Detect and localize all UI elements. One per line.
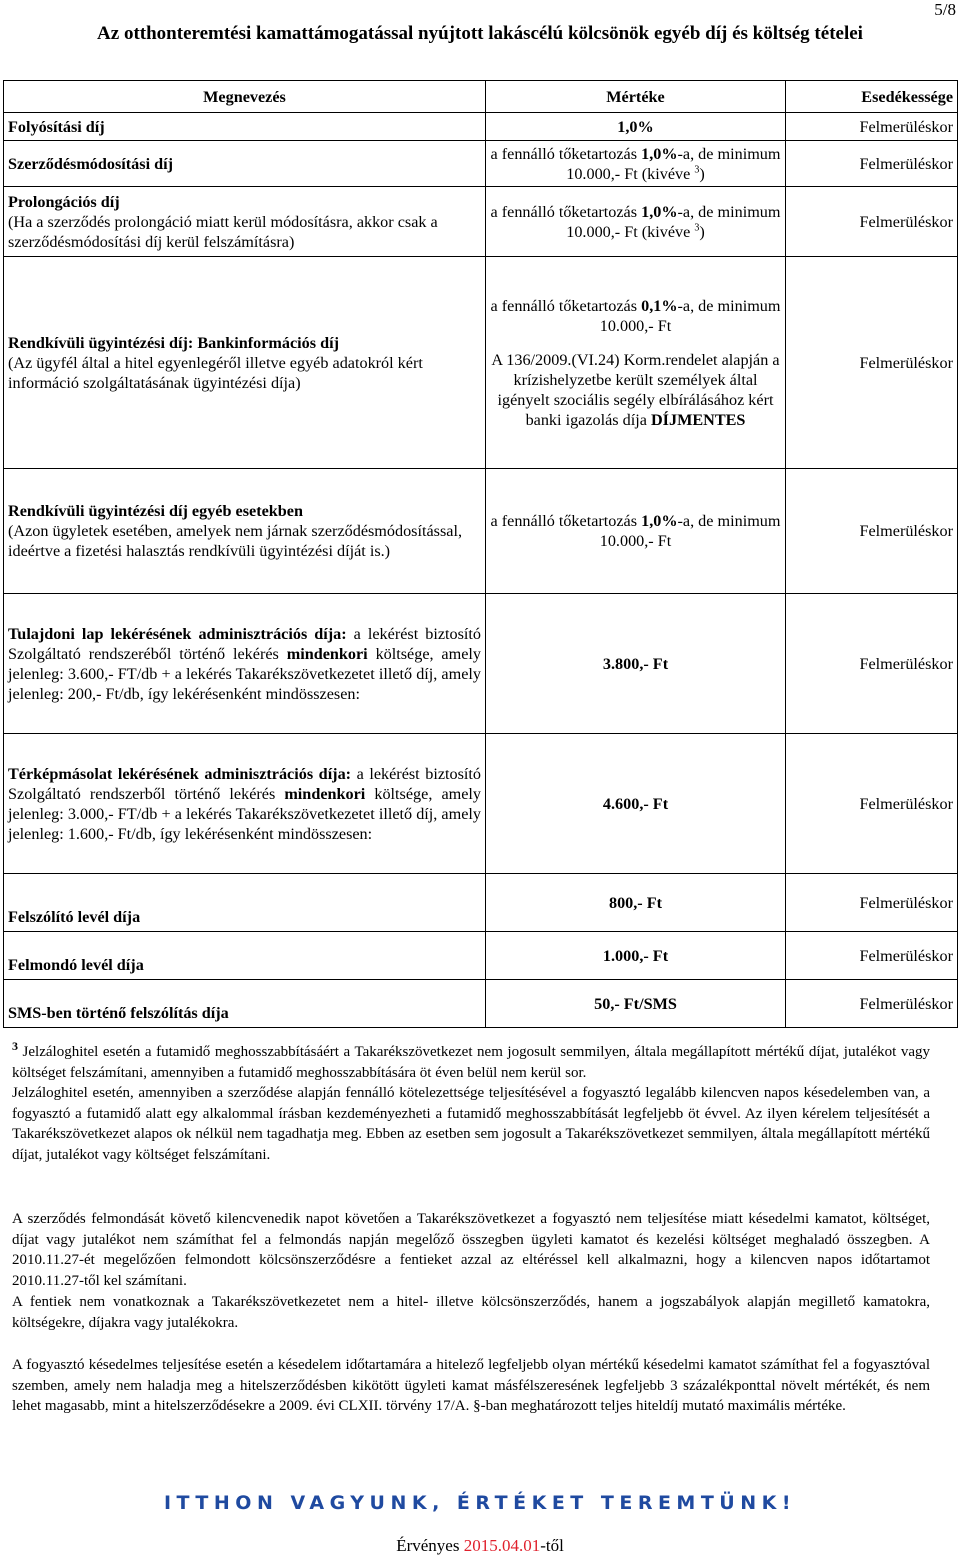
row-due: Felmerüléskor: [786, 141, 958, 187]
row-due: Felmerüléskor: [786, 257, 958, 469]
row-name-detail: a lekérést biztosító Szolgáltató rendszeréből történő lekérés: [8, 624, 481, 663]
rate-exemption: [490, 350, 781, 430]
footnote-number: 3: [12, 1039, 18, 1053]
rate-percent: 1,0%: [641, 202, 678, 221]
validity-suffix: -től: [540, 1536, 564, 1555]
row-due: Felmerüléskor: [786, 594, 958, 734]
row-due: Felmerüléskor: [786, 187, 958, 257]
rate-text: -a, de minimum 10.000,- Ft (kivéve: [566, 144, 781, 183]
row-name-emph: mindenkori: [284, 784, 366, 803]
row-due: Felmerüléskor: [786, 980, 958, 1028]
row-rate: 3.800,- Ft: [486, 594, 786, 734]
row-rate: [486, 257, 786, 469]
footnote-ref: 3: [694, 222, 700, 234]
row-rate: 4.600,- Ft: [486, 734, 786, 874]
row-due: Felmerüléskor: [786, 469, 958, 594]
rate-percent: 1,0%: [641, 144, 678, 163]
rate-text: a fennálló tőketartozás: [490, 512, 642, 530]
footnote-paragraph: [12, 1039, 930, 1083]
rate-text: -a, de minimum 10.000,- Ft: [599, 512, 781, 550]
row-rate: [486, 469, 786, 594]
rate-text: ): [699, 222, 705, 241]
table-row: [4, 594, 958, 734]
note-paragraph: A szerződés felmondását követő kilencvenedik napot követően a Takarékszövetkezet a fogyasztó nem teljesítése miatt késedelmi kamatot, költséget, díjat vagy jutalékot nem számíthat fel a felmondás napján megelőző összegben ügyleti kamatot és kezelési költséget meghaladó összegben. A 2010.11.27-ét megelőzően felmondott kölcsönszerződésre a fentieket azzal az eltéréssel kell alkalmazni, hogy a kilencven napos időtartamot 2010.11.27-től kel számítani.: [12, 1211, 930, 1289]
rate-free: DÍJMENTES: [650, 410, 746, 429]
rate-text: a fennálló tőketartozás: [490, 296, 642, 315]
validity-line: [0, 1536, 960, 1556]
row-name: Felmondó levél díja: [4, 932, 486, 980]
header-name: Megnevezés: [4, 81, 486, 113]
header-due: Esedékessége: [786, 81, 958, 113]
rate-percent: 0,1%: [641, 296, 678, 315]
rate-text: a fennálló tőketartozás: [490, 144, 642, 163]
row-name: SMS-ben történő felszólítás díja: [4, 980, 486, 1028]
note-paragraph: A fogyasztó késedelmes teljesítése esetén a késedelem időtartamára a hitelező legfeljebb olyan mértékű késedelmi kamatot számíthat fel a fogyasztóval szemben, amely nem haladja meg a hitelszerződésben kikötött ügyleti kamat másfélszeresének legfeljebb 3 százalékponttal növelt mértékét, és nem lehet magasabb, mint a hitelszerződésekre a 2009. évi CLXII. törvény 17/A. §-ban meghatározott teljes hiteldíj mutató maximális mértéke.: [12, 1357, 930, 1414]
row-rate: 1.000,- Ft: [486, 932, 786, 980]
row-name-bold: Térképmásolat lekérésének adminisztrációs díja:: [8, 764, 352, 783]
rate-text: -a, de minimum 10.000,- Ft: [599, 296, 781, 335]
rate-text: a fennálló tőketartozás: [490, 202, 642, 221]
table-row: [4, 932, 958, 980]
slogan: ITTHON VAGYUNK, ÉRTÉKET TEREMTÜNK!: [163, 1492, 797, 1514]
validity-prefix: Érvényes: [396, 1536, 464, 1555]
row-name-emph: mindenkori: [286, 644, 368, 663]
row-name-detail: a lekérést biztosító Szolgáltató rendszerből történő lekérés: [8, 764, 481, 803]
table-row: [4, 469, 958, 594]
table-row: [4, 113, 958, 141]
row-rate: 1,0%: [486, 113, 786, 141]
row-name-bold: Rendkívüli ügyintézési díj: Bankinformációs díj: [8, 333, 339, 352]
row-rate: [486, 187, 786, 257]
row-name-detail: (Ha a szerződés prolongáció miatt kerül módosításra, akkor csak a szerződésmódosítási díj kerül felszámításra): [8, 212, 438, 251]
row-rate: [486, 141, 786, 187]
table-row: [4, 141, 958, 187]
row-rate: 50,- Ft/SMS: [486, 980, 786, 1028]
row-name-detail: költsége, amely jelenleg: 3.600,- FT/db + a lekérés Takarékszövetkezetet illető díj, amely jelenleg: 200,- Ft/db, így lekérésenként mindösszesen:: [8, 644, 481, 703]
rate-text: -a, de minimum 10.000,- Ft (kivéve: [566, 202, 781, 241]
row-name: [4, 187, 486, 257]
row-due: Felmerüléskor: [786, 932, 958, 980]
table-row: [4, 187, 958, 257]
rate-line: [490, 296, 781, 336]
table-row: [4, 874, 958, 932]
row-name: Szerződésmódosítási díj: [4, 141, 486, 187]
row-name: Felszólító levél díja: [4, 874, 486, 932]
row-name: Folyósítási díj: [4, 113, 486, 141]
table-row: [4, 980, 958, 1028]
footnote-ref: 3: [694, 164, 700, 176]
row-name-bold: Tulajdoni lap lekérésének adminisztrációs díja:: [8, 624, 347, 643]
rate-text: ): [699, 164, 705, 183]
note-paragraph: A fentiek nem vonatkoznak a Takarékszövetkezetet nem a hitel- illetve kölcsönszerződés, hanem a jogszabályok alapján megillető kamatokra, költségekre, díjakra vagy jutalékokra.: [12, 1294, 930, 1331]
row-name-detail: (Az ügyfél által a hitel egyenlegéről illetve egyéb adatokról kért információ szolgáltatásának ügyintézési díja): [8, 353, 423, 392]
row-name: [4, 469, 486, 594]
note-paragraph: Jelzáloghitel esetén, amennyiben a szerződése alapján fennálló kötelezettsége teljesítésével a fogyasztó legalább kilencven napos késedelemben van, a fogyasztó a futamidő alatt egy alkalommal írásban kezdeményezheti a futamidő meghosszabbítását legfeljebb öt évvel. Az ilyen kérelem teljesítését a Takarékszövetkezet alapos ok nélkül nem tagadhatja meg. Ebben az esetben sem jogosult a Takarékszövetkezet semmilyen, általa megállapított mértékű díjat, jutalékot vagy költséget felszámítani.: [12, 1085, 930, 1163]
row-name-detail: költsége, amely jelenleg: 3.000,- FT/db + a lekérés Takarékszövetkezetet illető díj, amely jelenleg: 1.600,- Ft/db, így lekérésenként mindösszesen:: [8, 784, 481, 843]
header-rate: Mértéke: [486, 81, 786, 113]
row-due: Felmerüléskor: [786, 734, 958, 874]
row-rate: 800,- Ft: [486, 874, 786, 932]
footnote-text: Jelzáloghitel esetén a futamidő meghosszabbításáért a Takarékszövetkezet nem jogosult semmilyen, általa megállapított mértékű díjat, jutalékot vagy költséget felszámítani, amennyiben a futamidő meghosszabbítására öt éven belül nem kerül sor.: [12, 1044, 930, 1081]
row-name-detail: (Azon ügyletek esetében, amelyek nem járnak szerződésmódosítással, ideértve a fizetési halasztás rendkívüli ügyintézési díját is.): [8, 522, 462, 560]
row-name-bold: Rendkívüli ügyintézési díj egyéb esetekben: [8, 502, 303, 520]
fee-table: [3, 80, 958, 1028]
validity-date: 2015.04.01: [463, 1536, 541, 1555]
table-header-row: [4, 81, 958, 113]
page-number: 5/8: [934, 0, 956, 19]
row-name: [4, 594, 486, 734]
table-row: [4, 734, 958, 874]
row-due: Felmerüléskor: [786, 874, 958, 932]
row-due: Felmerüléskor: [786, 113, 958, 141]
row-name: [4, 734, 486, 874]
row-name: [4, 257, 486, 469]
rate-text: A 136/2009.(VI.24) Korm.rendelet alapján a krízishelyzetbe került személyek által igényelt szociális segély elbírálásához kért banki igazolás díja: [491, 350, 780, 429]
page-title: Az otthonteremtési kamattámogatással nyújtott lakáscélú kölcsönök egyéb díj és költség tételei: [97, 23, 863, 44]
row-name-bold: Prolongációs díj: [8, 192, 120, 211]
rate-percent: 1,0%: [641, 512, 678, 530]
table-row: [4, 257, 958, 469]
